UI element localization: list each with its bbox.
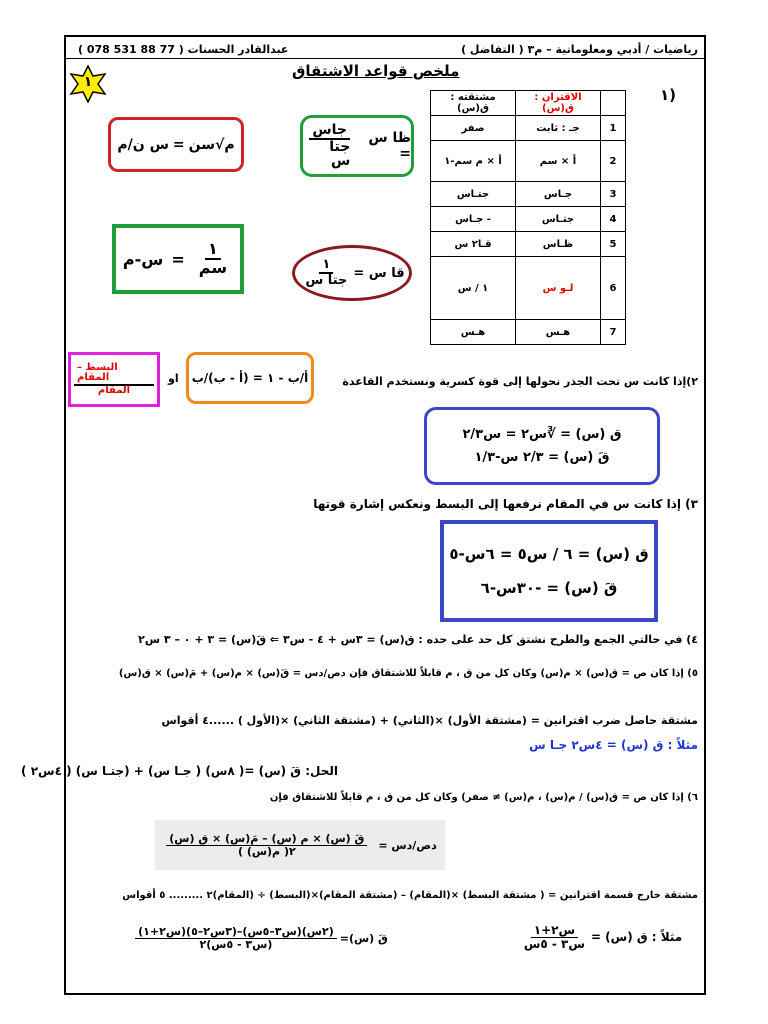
tan-rule-lhs: ظا س =	[368, 130, 411, 162]
product-rule-text: مشتقة حاصل ضرب اقترانين = (مشتقة الأول) ×(الثاني) + (مشتقة الثاني) ×(الأول ) ......٤ أقواس	[161, 714, 698, 727]
quotient-derivative-den: (س٣ - ٥س)٢	[199, 937, 273, 951]
root-rule-rhs: س ن/م	[117, 136, 169, 153]
rules-row-derivative: - جـاس	[431, 207, 516, 232]
header-divider	[66, 58, 706, 59]
quotient-example-lhs: مثلاً : ق (س) =	[590, 930, 683, 944]
sec-rule-den: جتا س	[305, 273, 348, 288]
sec-rule-num: ١	[319, 258, 333, 274]
rules-header-derivative: مشتقته : ق(س)	[431, 91, 516, 116]
rules-row-number: 1	[601, 116, 626, 141]
rules-row-function: ظـاس	[516, 232, 601, 257]
rules-row-number: 3	[601, 182, 626, 207]
rules-row	[431, 116, 626, 141]
reciprocal-rule-box: س-م = $\frac{١}{\text{سم}}$	[112, 224, 244, 294]
rules-row-number: 5	[601, 232, 626, 257]
tan-rule-box	[300, 115, 414, 177]
rules-header-function: الاقتران : ق(س)	[516, 91, 601, 116]
quotient-example-den: س٣ - ٥س	[523, 936, 585, 951]
product-example: مثلاً : ق (س) = ٤س٢ جـا س	[529, 738, 698, 752]
rules-table-wrap	[430, 90, 626, 345]
rules-row-derivative: قـا٢ س	[431, 232, 516, 257]
rules-row-function: لـو س	[516, 257, 601, 320]
rules-row-derivative: أ × م سم-١	[431, 141, 516, 182]
page-title: ملخص قواعد الاشتقاق	[292, 62, 460, 80]
page-number: ١	[83, 74, 93, 90]
rules-row	[431, 182, 626, 207]
quotient-den: ( م(س) )٢	[237, 844, 296, 858]
rules-header-row	[431, 91, 626, 116]
rules-row	[431, 141, 626, 182]
rules-row-function: جـاس	[516, 182, 601, 207]
page-number-badge	[68, 64, 108, 104]
root-rule-lhs: م√سن	[188, 136, 235, 153]
rules-row-number: 7	[601, 320, 626, 345]
section3-example-box	[440, 520, 658, 622]
rules-row-derivative: جتـاس	[431, 182, 516, 207]
quotient-num: قَ (س) × م (س) – مَ(س) × ق (س)	[166, 833, 367, 846]
sec-rule-lhs: قا س =	[353, 265, 405, 281]
section6-text: ٦) إذا كان ص = ق(س) / م(س) ، م(س) ≠ صفر) وكان كل من ق ، م قابلاً للاشتقاق فإن	[269, 792, 698, 803]
section2-text: ٢)إذا كانت س تحت الجذر نحولها إلى قوة كسرية ونستخدم القاعدة	[342, 375, 698, 388]
sec-rule-box	[292, 245, 412, 301]
rules-row	[431, 320, 626, 345]
quotient-rule-box	[155, 820, 445, 870]
quotient-derivative	[110, 910, 410, 966]
quotient-rule-text: مشتقة خارج قسمة اقترانين = ( مشتقة البسط) ×(المقام) – (مشتقة المقام)×(البسط) ÷ (المقام)٢ ......... ٥ أقواس	[122, 890, 698, 901]
rules-row-number: 4	[601, 207, 626, 232]
header-teacher: عبدالقادر الحسنات ( 77 88 531 078 )	[78, 43, 289, 56]
fraction-rule-box	[186, 352, 314, 404]
rules-row-function: جتـاس	[516, 207, 601, 232]
tan-rule-num: جاس	[309, 123, 350, 140]
header-subject: رياضيات / أدبي ومعلوماتية – م٣ ( التفاضل )	[461, 43, 698, 56]
tan-rule-den: جتا س	[329, 138, 351, 170]
rules-row-derivative: ١ / س	[431, 257, 516, 320]
mnemonic-den: المقام	[97, 384, 131, 396]
quotient-example-num: س٢+١	[531, 924, 578, 938]
section1-number: ١)	[660, 86, 677, 104]
quotient-example	[500, 912, 700, 962]
rules-row-function: جـ : ثابت	[516, 116, 601, 141]
fraction-rule: أ/ب - ١ = (أ - ب)/ب	[191, 371, 309, 385]
rules-row	[431, 232, 626, 257]
section3-text: ٣) إذا كانت س في المقام نرفعها إلى البسط ونعكس إشارة قوتها	[313, 497, 698, 511]
product-solution: الحل: قَ (س) =( ٨س) ( جـا س) + (جتـا س) ( ٤س٢ )	[21, 764, 338, 778]
rules-row	[431, 207, 626, 232]
section2-example-line2: قَ (س) = ٢/٣ س-١/٣	[474, 450, 610, 465]
quotient-lhs: دص/دس =	[378, 838, 437, 852]
reciprocal-rule-rhs: س-م	[122, 249, 164, 269]
rules-row-number: 6	[601, 257, 626, 320]
mnemonic-box	[68, 352, 160, 407]
section2-example-line1: ق (س) = ∛س٢ = س٢/٣	[462, 427, 622, 442]
quotient-derivative-lhs: قَ (س)=	[339, 931, 388, 945]
root-rule-box: س ن/م = م√سن	[108, 117, 244, 172]
section3-example-line2: قَ (س) = -٣٠س-٦	[480, 579, 618, 597]
section2-example-box	[424, 407, 660, 485]
rules-header-num	[601, 91, 626, 116]
section5-text: ٥) إذا كان ص = ق(س) × م(س) وكان كل من ق ، م قابلاً للاشتقاق فإن دص/دس = قَ(س) × م(س) + مَ(س) × ق(س)	[118, 668, 698, 679]
quotient-derivative-num: (٢س)(س٣–٥س)–(٣س٢–٥)(س٢+١)	[135, 926, 337, 939]
rules-table	[430, 90, 626, 345]
rules-row-derivative: هـس	[431, 320, 516, 345]
rules-row	[431, 257, 626, 320]
mnemonic-num: البسط – المقام	[74, 363, 154, 386]
reciprocal-rule-den: سم	[198, 258, 228, 277]
section3-example-line1: ق (س) = ٦ / س٥ = ٦س-٥	[449, 545, 649, 563]
rules-row-derivative: صفر	[431, 116, 516, 141]
section4-text: ٤) في حالتي الجمع والطرح نشتق كل حد على حده : ق(س) = ٣س + ٤ - س٣ ⇐ قَ(س) = ٣ + ٠ – ٣ س٢	[138, 633, 698, 646]
rules-row-function: هـس	[516, 320, 601, 345]
reciprocal-rule-num: ١	[205, 241, 221, 260]
rules-row-function: أ × سم	[516, 141, 601, 182]
rules-row-number: 2	[601, 141, 626, 182]
section2-or: او	[168, 372, 179, 385]
